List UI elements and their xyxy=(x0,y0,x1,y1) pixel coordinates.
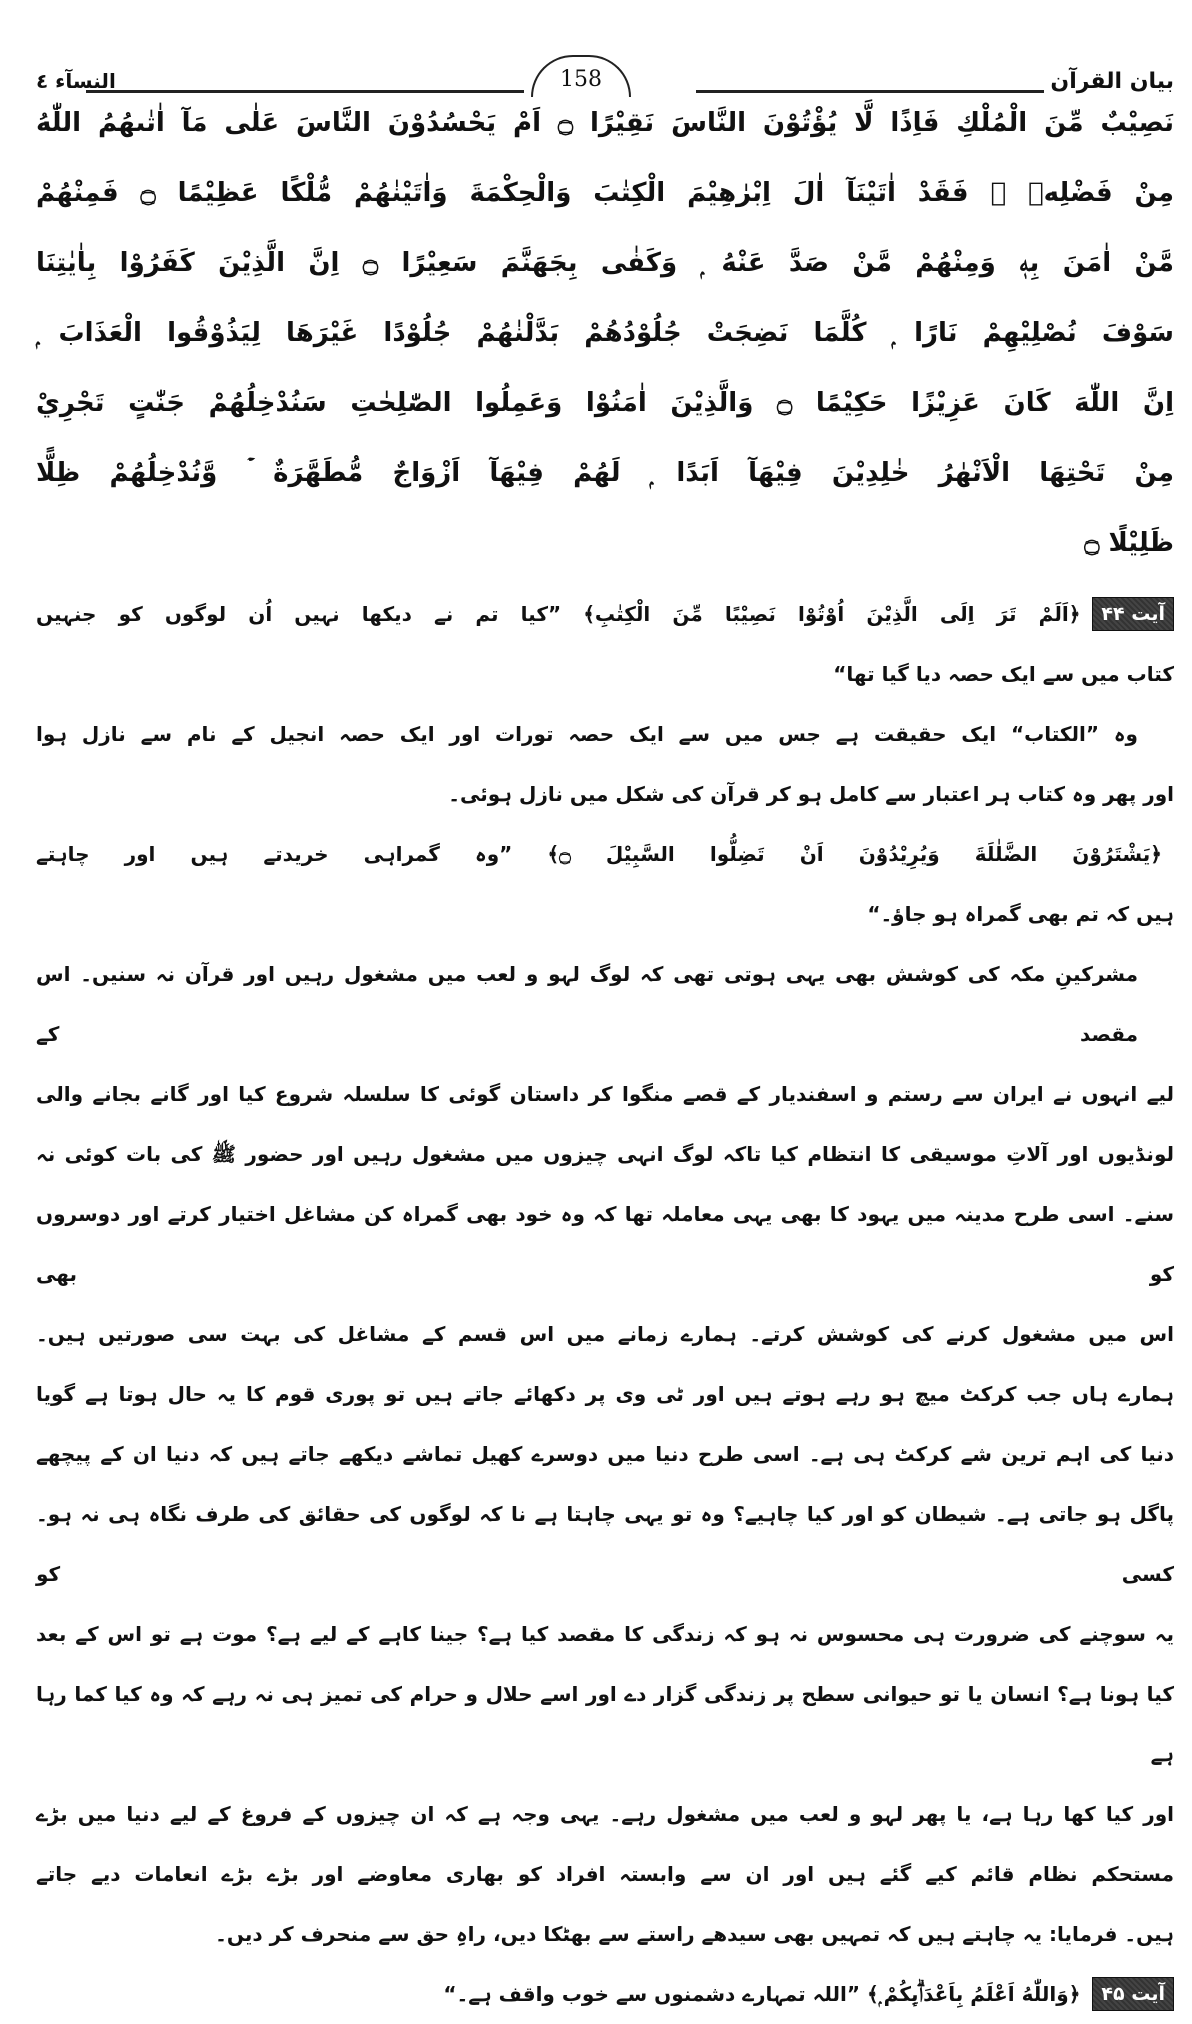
commentary-line: ہمارے ہاں جب کرکٹ میچ ہو رہے ہوتے ہیں اور ٹی وی پر دکھائے جاتے ہیں تو پوری قوم کا یہ حال ہوتا ہے گویا xyxy=(36,1382,1174,1406)
ayah-badge: آیت ۴۴ xyxy=(1092,597,1174,631)
commentary-line: ہیں کہ تم بھی گمراہ ہو جاؤ۔“ xyxy=(867,902,1174,926)
quran-line: اِنَّ اللّٰهَ كَانَ عَزِيْزًا حَكِيْمًا ۝ وَالَّذِيْنَ اٰمَنُوْا وَعَمِلُوا الصّٰلِحٰتِ سَنُدْخِلُهُمْ جَنّٰتٍ تَجْرِيْ xyxy=(36,388,1174,418)
commentary-line: لونڈیوں اور آلاتِ موسیقی کا انتظام کیا تاکہ لوگ انہی چیزوں میں مشغول رہیں اور حضور ﷺ کی بات کوئی نہ xyxy=(36,1142,1174,1166)
commentary-line: دنیا کی اہم ترین شے کرکٹ ہی ہے۔ اسی طرح دنیا میں دوسرے کھیل تماشے دیکھے جاتے ہیں کہ دنیا ان کے پیچھے xyxy=(36,1442,1174,1466)
commentary-line: مستحکم نظام قائم کیے گئے ہیں اور ان سے وابستہ افراد کو بھاری معاوضے اور بڑے بڑے انعامات دیے جاتے xyxy=(36,1862,1174,1886)
ayah-text: ﴿وَاللّٰهُ اَعْلَمُ بِاَعْدَاۗىِٕكُمْ ۭ﴾ ”اللہ تمہارے دشمنوں سے خوب واقف ہے۔“ xyxy=(443,1982,1081,2006)
quran-line: مِنْ تَحْتِهَا الْاَنْهٰرُ خٰلِدِيْنَ فِيْهَآ اَبَدًا ۭ لَهُمْ فِيْهَآ اَزْوَاجٌ مُّطَهَّرَةٌ ۡ وَّنُدْخِلُهُمْ ظِلًّا xyxy=(36,458,1174,488)
commentary-line: کیا ہونا ہے؟ انسان یا تو حیوانی سطح پر زندگی گزار دے اور اسے حلال و حرام کی تمیز ہی نہ رہے کہ وہ کیا کما رہا ہے xyxy=(36,1682,1174,1766)
commentary-line: ﴿يَشْتَرُوْنَ الضَّلٰلَةَ وَيُرِيْدُوْنَ اَنْ تَضِلُّوا السَّبِيْلَ ۝﴾ ”وہ گمراہی خریدتے ہیں اور چاہتے xyxy=(36,842,1162,866)
surah-name: النسآء ٤ xyxy=(36,69,116,93)
ayah-45-line xyxy=(36,1964,1174,2024)
commentary-line: وہ ”الکتاب“ ایک حقیقت ہے جس میں سے ایک حصہ تورات اور ایک حصہ انجیل کے نام سے نازل ہوا xyxy=(36,722,1138,746)
commentary-line: اور کیا کھا رہا ہے، یا پھر لہو و لعب میں مشغول رہے۔ یہی وجہ ہے کہ ان چیزوں کے فروغ کے لیے دنیا میں بڑے xyxy=(36,1802,1174,1826)
commentary-line: لیے انہوں نے ایران سے رستم و اسفندیار کے قصے منگوا کر داستان گوئی کا سلسلہ شروع کیا اور گانے بجانے والی xyxy=(36,1082,1174,1106)
ayah-badge: آیت ۴۵ xyxy=(1092,1977,1174,2011)
commentary-line: ہیں۔ فرمایا: یہ چاہتے ہیں کہ تمہیں بھی سیدھے راستے سے بھٹکا دیں، راہِ حق سے منحرف کر دیں۔ xyxy=(215,1922,1174,1946)
quran-line: سَوْفَ نُصْلِيْهِمْ نَارًا ۭ كُلَّمَا نَضِجَتْ جُلُوْدُهُمْ بَدَّلْنٰهُمْ جُلُوْدًا غَيْرَهَا لِيَذُوْقُوا الْعَذَابَ ۭ xyxy=(36,318,1174,348)
translation-line: کتاب میں سے ایک حصہ دیا گیا تھا“ xyxy=(833,662,1174,686)
quran-line: مَّنْ اٰمَنَ بِهٖ وَمِنْهُمْ مَّنْ صَدَّ عَنْهُ ۭ وَكَفٰى بِجَهَنَّمَ سَعِيْرًا ۝ اِنَّ الَّذِيْنَ كَفَرُوْا بِاٰيٰتِنَا xyxy=(36,248,1174,278)
ayah-44-line xyxy=(36,584,1174,644)
ayah-text: ﴿اَلَمْ تَرَ اِلَى الَّذِيْنَ اُوْتُوْا نَصِيْبًا مِّنَ الْكِتٰبِ﴾ ”کیا تم نے دیکھا نہیں اُن لوگوں کو جنہیں xyxy=(36,602,1081,626)
commentary-line: اور پھر وہ کتاب ہر اعتبار سے کامل ہو کر قرآن کی شکل میں نازل ہوئی۔ xyxy=(448,782,1174,806)
book-title: بیان القرآن xyxy=(1050,69,1174,94)
commentary-line: یہ سوچنے کی ضرورت ہی محسوس نہ ہو کہ زندگی کا مقصد کیا ہے؟ جینا کاہے کے لیے ہے؟ موت ہے تو اس کے بعد xyxy=(36,1622,1174,1646)
page-number: 158 xyxy=(531,55,631,97)
quran-passage xyxy=(36,88,1174,578)
quran-line: ظَلِيْلًا ۝ xyxy=(1084,528,1174,558)
page-content xyxy=(36,88,1174,2024)
commentary-line: سنے۔ اسی طرح مدینہ میں یہود کا بھی یہی معاملہ تھا کہ وہ خود بھی گمراہ کن مشاغل اختیار کرتے اور دوسروں کو بھی xyxy=(36,1202,1174,1286)
commentary-line: پاگل ہو جاتی ہے۔ شیطان کو اور کیا چاہیے؟ وہ تو یہی چاہتا ہے نا کہ لوگوں کی حقائق کی طرف نگاہ ہی نہ ہو۔ کسی کو xyxy=(36,1502,1174,1586)
quran-line: مِنْ فَضْلِهٖ ۚ فَقَدْ اٰتَيْنَآ اٰلَ اِبْرٰهِيْمَ الْكِتٰبَ وَالْحِكْمَةَ وَاٰتَيْنٰهُمْ مُّلْكًا عَظِيْمًا ۝ فَمِنْهُمْ xyxy=(36,178,1174,208)
commentary-line: اس میں مشغول کرنے کی کوشش کرتے۔ ہمارے زمانے میں اس قسم کے مشاغل کی بہت سی صورتیں ہیں۔ xyxy=(36,1322,1174,1346)
quran-line: نَصِيْبٌ مِّنَ الْمُلْكِ فَاِذًا لَّا يُؤْتُوْنَ النَّاسَ نَقِيْرًا ۝ اَمْ يَحْسُدُوْنَ النَّاسَ عَلٰى مَآ اٰتٰىهُمُ اللّٰهُ xyxy=(36,108,1174,138)
commentary-line: مشرکینِ مکہ کی کوشش بھی یہی ہوتی تھی کہ لوگ لہو و لعب میں مشغول رہیں اور قرآن نہ سنیں۔ اس مقصد کے xyxy=(36,962,1138,1046)
